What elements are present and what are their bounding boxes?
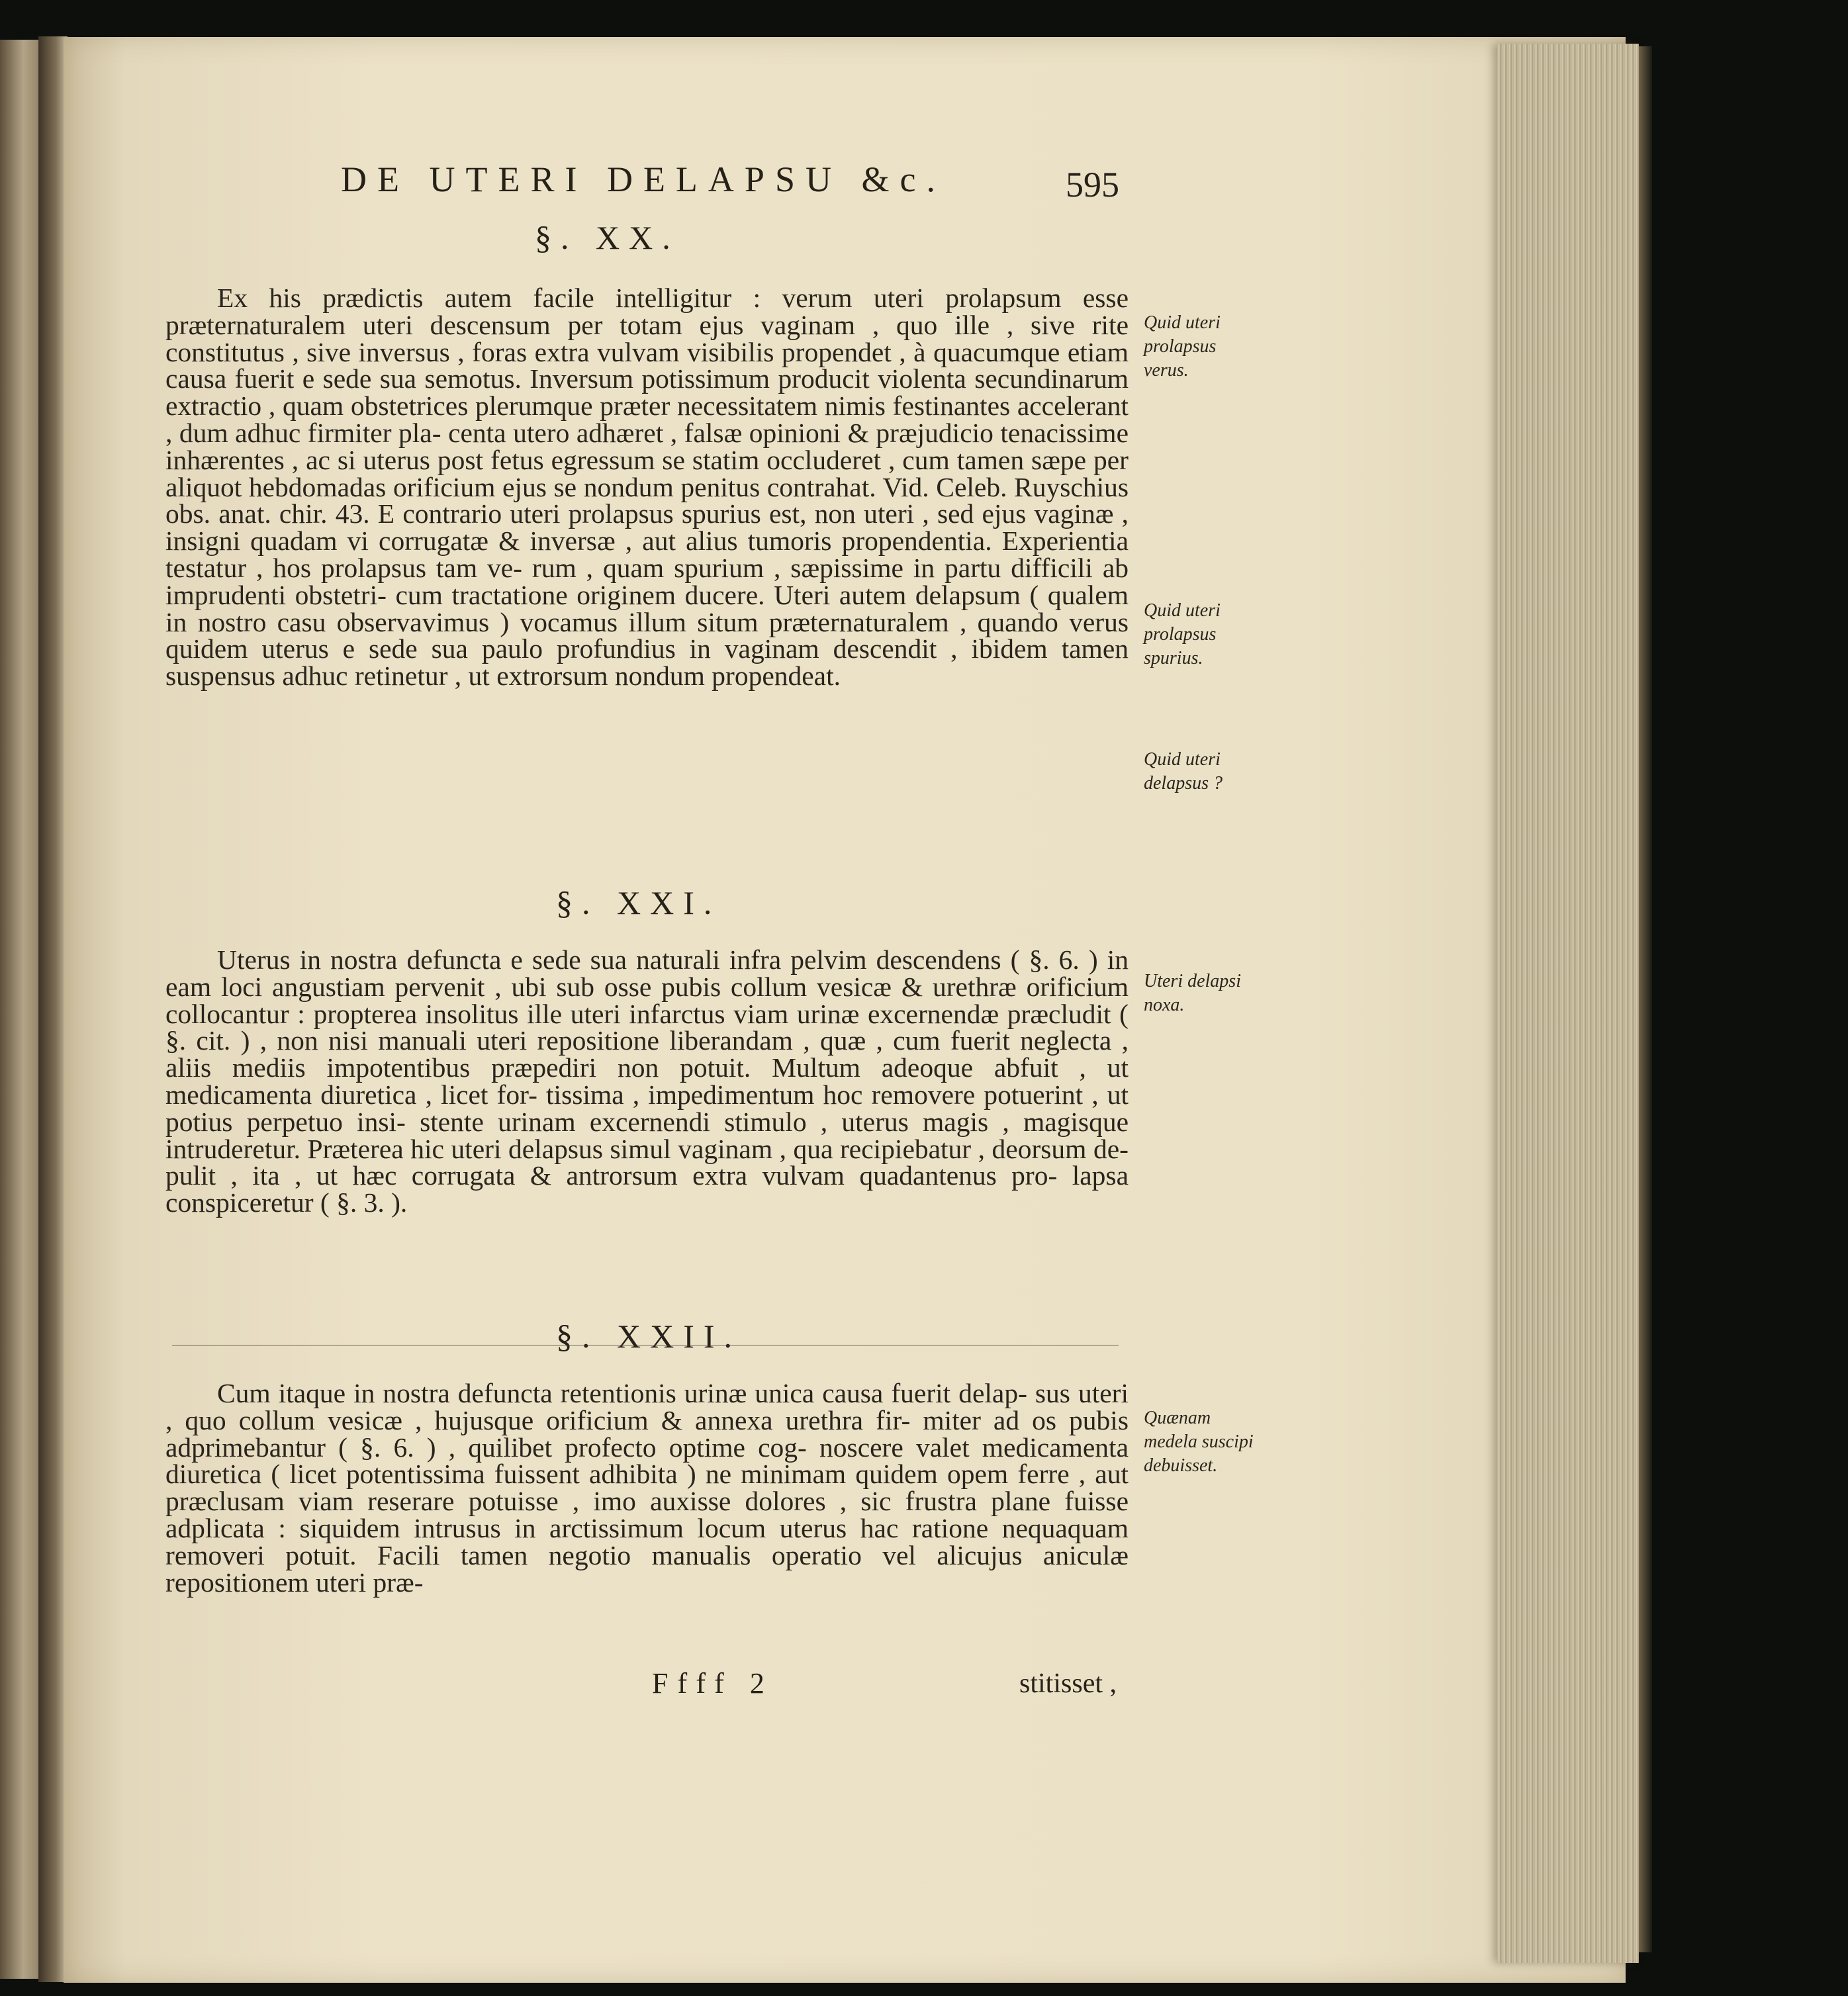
margin-note: Quænam medela suscipi debuisset. xyxy=(1144,1408,1254,1476)
text-line: urethræ orificium collocantur : propterea insolitus ille uteri infarctus viam xyxy=(165,971,1129,1029)
text-line: pulit , ita , ut hæc corrugata & antrorsum extra vulvam quadantenus pro- xyxy=(165,1160,1072,1191)
text-line: arctissimum locum uterus hac ratione nequaquam removeri potuit. Facili xyxy=(165,1512,1129,1570)
margin-note: Quid uteri delapsus ? xyxy=(1144,749,1223,794)
text-line: aliquot hebdomadas orificium ejus se nondum penitus contrahat. Vid. xyxy=(165,471,937,502)
text-line: non uteri , sed ejus vaginæ , insigni quadam vi corrugatæ & inversæ , aut xyxy=(165,498,1129,557)
margin-note: Quid uteri prolapsus spurius. xyxy=(1144,600,1221,668)
margin-note: Quid uteri prolapsus verus. xyxy=(1144,312,1221,381)
text-line: tissima , impedimentum hoc removere potuerint , ut potius perpetuo insi- xyxy=(165,1079,1129,1137)
margin-note: Uteri delapsi noxa. xyxy=(1144,971,1241,1015)
text-line: miter ad os pubis adprimebantur ( §. 6. ) , quilibet profecto optime cog- xyxy=(165,1404,1129,1463)
section-heading-xxi: §. XXI. xyxy=(556,884,721,921)
text-line: urinæ excernendæ præcludit ( §. cit. ) , non nisi manuali uteri repositione xyxy=(165,998,1129,1056)
text-line: cum tractatione originem ducere. Uteri autem delapsum ( qualem in nostro xyxy=(165,579,1129,637)
text-line: casu observavimus ) vocamus illum situm præternaturalem , quando verus xyxy=(277,606,1129,637)
text-line: Ex his prædictis autem facile intelligitur : verum uteri prolapsum esse xyxy=(217,283,1129,313)
text-line: liberandam , quæ , cum fuerit neglecta , aliis mediis impotentibus præpediri xyxy=(165,1025,1129,1083)
text-line: rum , quam spurium , sæpissime in partu difficili ab imprudenti obstetri- xyxy=(165,552,1129,610)
text-line: sus uteri , quo collum vesicæ , hujusque orificium & annexa urethra fir- xyxy=(165,1378,1129,1435)
text-line: producit violenta secundinarum extractio , quam obstetrices plerumque xyxy=(165,363,1129,422)
text-line: rite constitutus , sive inversus , foras extra vulvam visibilis propendet , à xyxy=(165,309,1129,367)
text-line: noscere valet medicamenta diuretica ( licet potentissima fuissent adhibita ) xyxy=(165,1431,1129,1490)
text-line: stente urinam excernendi stimulo , uterus magis , magisque intruderetur. xyxy=(165,1106,1129,1164)
text-line: 6. ) in eam loci angustiam pervenit , ubi sub osse pubis collum vesicæ & xyxy=(165,944,1129,1002)
catchword: stitisset , xyxy=(1019,1668,1117,1699)
text-line: quidem uterus e sede sua paulo profundius in vaginam descendit , ibidem xyxy=(165,633,1062,664)
text-line: ac si uterus post fetus egressum se statim occluderet , cum tamen sæpe per xyxy=(306,444,1129,475)
text-line: imo auxisse dolores , sic frustra plane fuisse adplicata : siquidem intrusus in xyxy=(165,1486,1129,1543)
section-heading-xx: §. XX. xyxy=(535,219,680,256)
signature-mark: Ffff 2 xyxy=(652,1667,774,1700)
text-line: non potuit. Multum adeoque abfuit , ut medicamenta diuretica , licet for- xyxy=(165,1052,1129,1110)
text-line: præternaturalem uteri descensum per totam ejus vaginam , quo ille , sive xyxy=(165,309,1092,340)
section-heading-xxii: §. XXII. xyxy=(556,1318,742,1355)
paragraph-section-xx xyxy=(165,285,1129,690)
text-line: lapsa conspiceretur ( §. 3. ). xyxy=(165,1160,1129,1218)
text-line: alius tumoris propendentia. Experientia testatur , hos prolapsus tam ve- xyxy=(165,525,1129,583)
running-head: DE UTERI DELAPSU &c. xyxy=(341,159,946,199)
page-fore-edge xyxy=(1497,44,1639,1963)
paragraph-section-xxii xyxy=(165,1380,1129,1596)
text-line: Uterus in nostra defuncta e sede sua naturali infra pelvim descendens ( §. xyxy=(217,944,1059,975)
text-line: ne minimam quidem opem ferre , aut præclusam viam reserare potuisse , xyxy=(165,1459,1129,1517)
text-line: præter necessitatem nimis festinantes accelerant , dum adhuc firmiter pla- xyxy=(165,390,1129,448)
text-line: centa utero adhæret , falsæ opinioni & præjudicio tenacissime inhærentes , xyxy=(165,417,1129,475)
text-line: tamen suspensus adhuc retinetur , ut extrorsum nondum propendeat. xyxy=(165,633,1129,692)
facing-page-edge xyxy=(0,40,42,1979)
paragraph-section-xxi xyxy=(165,946,1129,1216)
text-line: tamen negotio manualis operatio vel alicujus aniculæ repositionem uteri præ- xyxy=(165,1539,1129,1598)
fore-edge-shadow xyxy=(1639,46,1652,1952)
text-line: Præterea hic uteri delapsus simul vaginam , qua recipiebatur , deorsum de- xyxy=(307,1133,1129,1164)
page-number: 595 xyxy=(1066,165,1119,204)
section-rule xyxy=(172,1345,1119,1346)
text-line: Cum itaque in nostra defuncta retentionis urinæ unica causa fuerit delap- xyxy=(217,1378,1035,1408)
text-line: quacumque etiam causa fuerit e sede sua semotus. Inversum potissimum xyxy=(165,336,1129,394)
text-line: Celeb. Ruyschius obs. anat. chir. 43. E contrario uteri prolapsus spurius est, xyxy=(165,471,1129,529)
